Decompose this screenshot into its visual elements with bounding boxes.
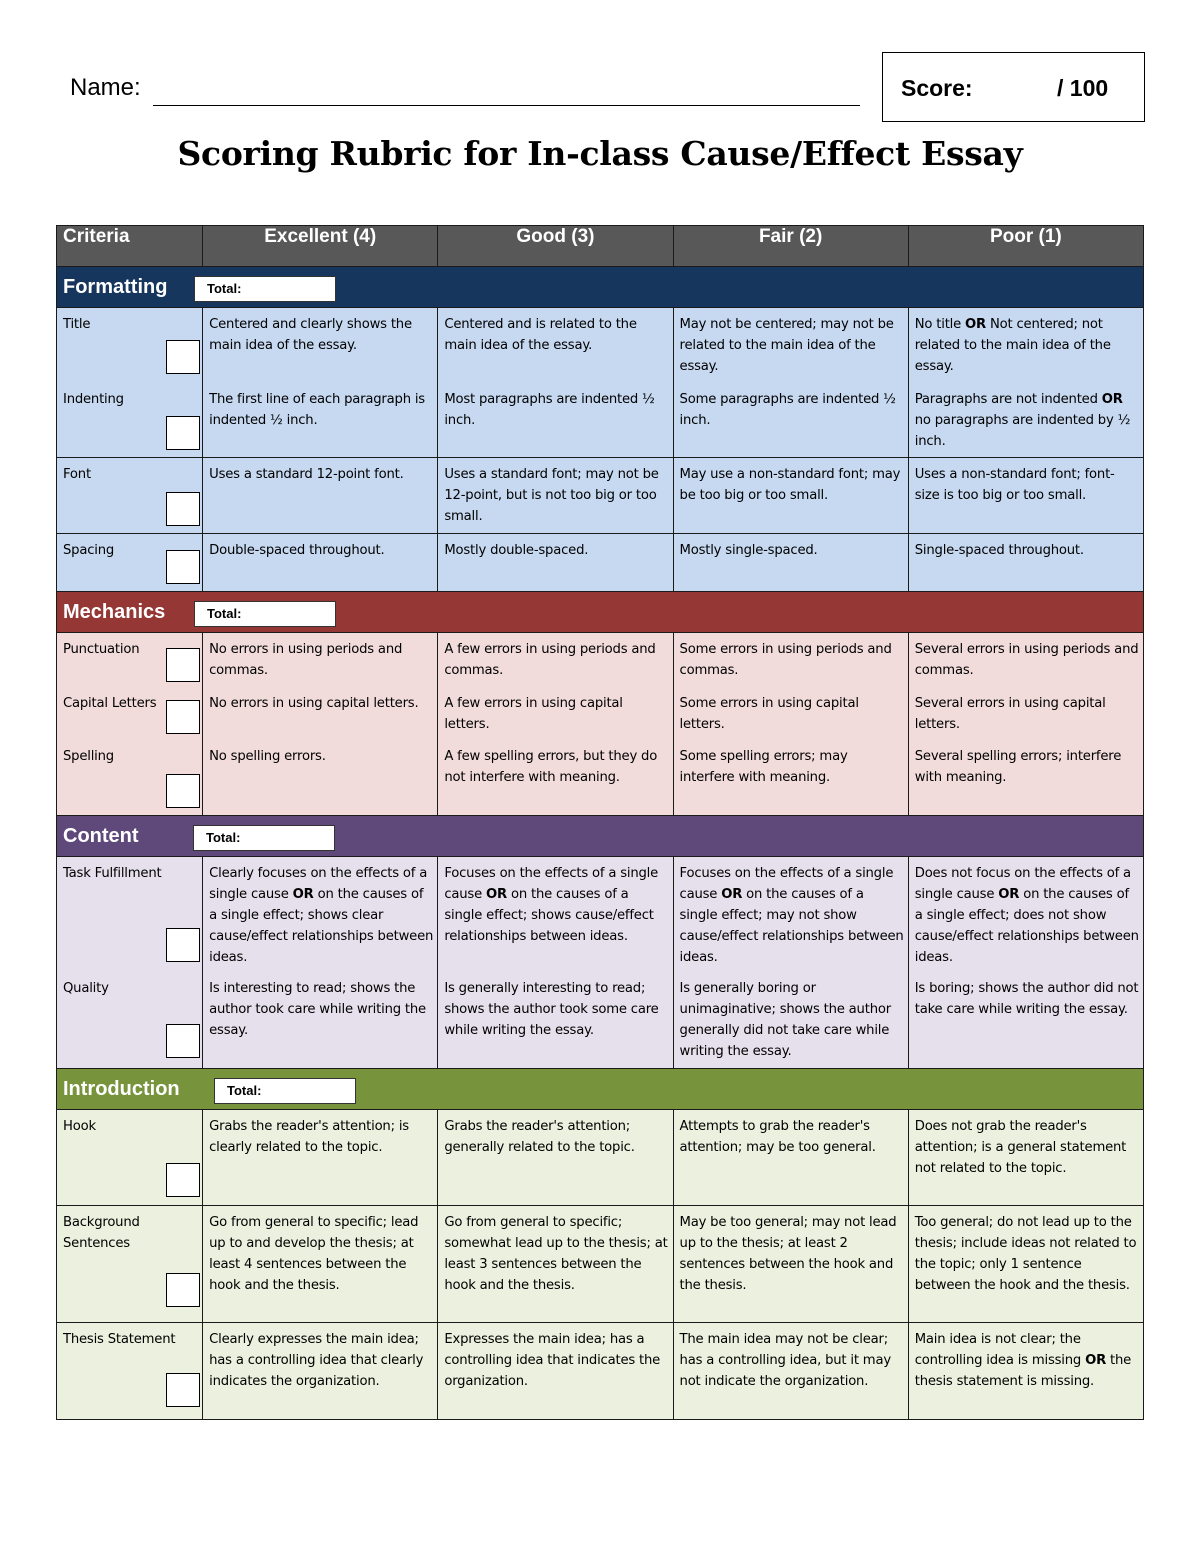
descriptor-cell-fair — [673, 633, 908, 816]
score-checkbox[interactable] — [166, 340, 200, 374]
descriptor-text: No title OR Not centered; not related to the main idea of the essay. — [914, 317, 1111, 374]
section-total-field-mechanics[interactable]: Total: — [194, 601, 336, 627]
score-checkbox[interactable] — [166, 1373, 200, 1407]
descriptor-cell-good — [438, 1110, 673, 1206]
descriptor-text: Centered and clearly shows the main idea of the essay. — [209, 317, 412, 353]
section-total-field-formatting[interactable]: Total: — [194, 276, 336, 302]
score-checkbox[interactable] — [166, 1163, 200, 1197]
descriptor-text: Several spelling errors; interfere with meaning. — [914, 749, 1122, 785]
criteria-cell — [57, 1323, 203, 1420]
criteria-cell — [57, 534, 203, 592]
descriptor-cell-fair — [673, 308, 908, 458]
descriptor-cell-good — [438, 534, 673, 592]
criteria-label: Spacing — [63, 543, 115, 558]
descriptor-cell-good — [438, 308, 673, 458]
descriptor-text: Clearly focuses on the effects of a single cause OR on the causes of a single effect; shows clear cause/effect relationships between ideas. — [209, 866, 434, 965]
column-header-poor: Poor (1) — [908, 226, 1143, 267]
section-total-field-content[interactable]: Total: — [193, 825, 335, 851]
table-row — [57, 1110, 1144, 1206]
descriptor-text: Uses a standard 12-point font. — [209, 467, 404, 482]
descriptor-text: Is generally interesting to read; shows the author took some care while writing the essay. — [444, 981, 659, 1038]
descriptor-cell-poor — [908, 1206, 1143, 1323]
descriptor-text: Attempts to grab the reader's attention; may be too general. — [679, 1119, 876, 1155]
criteria-cell — [57, 1110, 203, 1206]
descriptor-cell-good — [438, 633, 673, 816]
score-checkbox[interactable] — [166, 648, 200, 682]
table-row — [57, 1206, 1144, 1323]
descriptor-cell-poor — [908, 1323, 1143, 1420]
section-header-formatting — [57, 267, 1144, 308]
descriptor-text: Single-spaced throughout. — [914, 543, 1084, 558]
descriptor-cell-fair — [673, 1206, 908, 1323]
descriptor-text: No errors in using periods and commas. — [209, 642, 403, 678]
descriptor-text: Does not focus on the effects of a single cause OR on the causes of a single effect; does not show cause/effect relationships between ideas. — [914, 866, 1139, 965]
descriptor-text: Is boring; shows the author did not take care while writing the essay. — [914, 981, 1139, 1017]
descriptor-text: A few errors in using periods and commas. — [444, 642, 656, 678]
descriptor-text: Most paragraphs are indented ½ inch. — [444, 392, 655, 428]
descriptor-cell-good — [438, 1323, 673, 1420]
descriptor-cell-poor — [908, 458, 1143, 534]
descriptor-cell-poor — [908, 633, 1143, 816]
descriptor-text: Some spelling errors; may interfere with meaning. — [679, 749, 848, 785]
score-checkbox[interactable] — [166, 928, 200, 962]
descriptor-text: May use a non-standard font; may be too big or too small. — [679, 467, 901, 503]
criteria-cell — [57, 1206, 203, 1323]
section-header-cell — [57, 267, 1144, 308]
descriptor-cell-fair — [673, 857, 908, 1069]
descriptor-text: Too general; do not lead up to the thesis; include ideas not related to the topic; only 1 sentence between the hook and the thesis. — [914, 1215, 1137, 1293]
criteria-label: Thesis Statement — [63, 1332, 176, 1347]
section-total-field-introduction[interactable]: Total: — [214, 1078, 356, 1104]
score-checkbox[interactable] — [166, 416, 200, 450]
descriptor-text: Some paragraphs are indented ½ inch. — [679, 392, 896, 428]
score-label: Score: — [901, 75, 973, 101]
score-checkbox[interactable] — [166, 774, 200, 808]
descriptor-cell-excellent — [203, 458, 438, 534]
descriptor-cell-excellent — [203, 1323, 438, 1420]
section-title-mechanics: Mechanics — [63, 600, 166, 623]
descriptor-cell-good — [438, 1206, 673, 1323]
descriptor-cell-excellent — [203, 1110, 438, 1206]
descriptor-text: Centered and is related to the main idea of the essay. — [444, 317, 637, 353]
section-header-introduction — [57, 1069, 1144, 1110]
criteria-label: Task Fulfillment — [63, 866, 162, 881]
criteria-cell — [57, 857, 203, 1069]
criteria-cell — [57, 458, 203, 534]
descriptor-text: Is interesting to read; shows the author took care while writing the essay. — [209, 981, 426, 1038]
descriptor-cell-fair — [673, 458, 908, 534]
descriptor-text: Double-spaced throughout. — [209, 543, 385, 558]
descriptor-cell-excellent — [203, 857, 438, 1069]
descriptor-text: Does not grab the reader's attention; is a general statement not related to the topic. — [914, 1119, 1127, 1176]
table-row — [57, 633, 1144, 816]
criteria-cell — [57, 633, 203, 816]
column-header-criteria: Criteria — [57, 226, 203, 267]
descriptor-cell-excellent — [203, 1206, 438, 1323]
descriptor-cell-fair — [673, 1110, 908, 1206]
criteria-label: Font — [63, 467, 91, 482]
score-checkbox[interactable] — [166, 550, 200, 584]
criteria-cell — [57, 308, 203, 458]
table-header-row — [57, 226, 1144, 267]
name-line[interactable] — [153, 105, 860, 106]
descriptor-text: Main idea is not clear; the controlling idea is missing OR the thesis statement is missing. — [914, 1332, 1132, 1389]
descriptor-cell-fair — [673, 1323, 908, 1420]
descriptor-cell-poor — [908, 857, 1143, 1069]
descriptor-cell-fair — [673, 534, 908, 592]
criteria-label: Punctuation — [63, 642, 140, 657]
descriptor-text: Grabs the reader's attention; is clearly related to the topic. — [209, 1119, 409, 1155]
descriptor-cell-poor — [908, 1110, 1143, 1206]
section-header-cell — [57, 592, 1144, 633]
rubric-table — [56, 225, 1144, 1420]
column-header-fair: Fair (2) — [673, 226, 908, 267]
descriptor-text: Uses a standard font; may not be 12-point, but is not too big or too small. — [444, 467, 659, 524]
descriptor-text: Focuses on the effects of a single cause OR on the causes of a single effect; may not show cause/effect relationships between ideas. — [679, 866, 904, 965]
column-header-good: Good (3) — [438, 226, 673, 267]
descriptor-text: The first line of each paragraph is indented ½ inch. — [209, 392, 425, 428]
score-checkbox[interactable] — [166, 1273, 200, 1307]
name-label: Name: — [70, 74, 141, 101]
section-header-mechanics — [57, 592, 1144, 633]
descriptor-text: A few spelling errors, but they do not interfere with meaning. — [444, 749, 658, 785]
descriptor-cell-excellent — [203, 308, 438, 458]
descriptor-cell-good — [438, 458, 673, 534]
criteria-label: Background Sentences — [63, 1215, 140, 1251]
criteria-label: Hook — [63, 1119, 96, 1134]
criteria-label: Capital Letters — [63, 696, 157, 711]
table-row — [57, 308, 1144, 458]
page-title: Scoring Rubric for In-class Cause/Effect Essay — [177, 134, 1023, 173]
descriptor-cell-excellent — [203, 633, 438, 816]
score-checkbox[interactable] — [166, 1024, 200, 1058]
descriptor-text: Focuses on the effects of a single cause OR on the causes of a single effect; shows cause/effect relationships between ideas. — [444, 866, 659, 944]
descriptor-text: Some errors in using capital letters. — [679, 696, 859, 732]
criteria-label: Title — [63, 317, 91, 332]
descriptor-cell-good — [438, 857, 673, 1069]
descriptor-text: May be too general; may not lead up to the thesis; at least 2 sentences between the hook and the thesis. — [679, 1215, 897, 1293]
descriptor-text: Some errors in using periods and commas. — [679, 642, 892, 678]
section-header-cell — [57, 1069, 1144, 1110]
criteria-label: Spelling — [63, 749, 114, 764]
descriptor-text: Grabs the reader's attention; generally related to the topic. — [444, 1119, 635, 1155]
descriptor-text: Several errors in using periods and commas. — [914, 642, 1139, 678]
section-title-introduction: Introduction — [63, 1077, 180, 1100]
descriptor-text: Go from general to specific; somewhat lead up to the thesis; at least 3 sentences between the hook and the thesis. — [444, 1215, 668, 1293]
descriptor-text: Mostly double-spaced. — [444, 543, 589, 558]
descriptor-text: Mostly single-spaced. — [679, 543, 818, 558]
table-row — [57, 534, 1144, 592]
descriptor-text: Several errors in using capital letters. — [914, 696, 1106, 732]
section-title-content: Content — [63, 824, 139, 847]
descriptor-cell-excellent — [203, 534, 438, 592]
descriptor-cell-poor — [908, 534, 1143, 592]
section-header-content — [57, 816, 1144, 857]
descriptor-text: Is generally boring or unimaginative; shows the author generally did not take care while writing the essay. — [679, 981, 891, 1059]
section-title-formatting: Formatting — [63, 275, 168, 298]
descriptor-text: No spelling errors. — [209, 749, 326, 764]
section-header-cell — [57, 816, 1144, 857]
table-row — [57, 857, 1144, 1069]
score-checkbox[interactable] — [166, 492, 200, 526]
descriptor-text: No errors in using capital letters. — [209, 696, 419, 711]
criteria-label: Indenting — [63, 392, 124, 407]
table-row — [57, 458, 1144, 534]
criteria-label: Quality — [63, 981, 109, 996]
descriptor-text: May not be centered; may not be related to the main idea of the essay. — [679, 317, 894, 374]
column-header-excellent: Excellent (4) — [203, 226, 438, 267]
descriptor-text: Uses a non-standard font; font-size is too big or too small. — [914, 467, 1115, 503]
score-box[interactable] — [882, 52, 1145, 122]
descriptor-text: A few errors in using capital letters. — [444, 696, 623, 732]
score-checkbox[interactable] — [166, 700, 200, 734]
descriptor-text: The main idea may not be clear; has a controlling idea, but it may not indicate the organization. — [679, 1332, 891, 1389]
descriptor-text: Expresses the main idea; has a controlling idea that indicates the organization. — [444, 1332, 661, 1389]
descriptor-text: Clearly expresses the main idea; has a controlling idea that clearly indicates the organization. — [209, 1332, 424, 1389]
descriptor-cell-poor — [908, 308, 1143, 458]
descriptor-text: Go from general to specific; lead up to and develop the thesis; at least 4 sentences between the hook and the thesis. — [209, 1215, 419, 1293]
table-row — [57, 1323, 1144, 1420]
score-max: / 100 — [1057, 75, 1109, 101]
descriptor-text: Paragraphs are not indented OR no paragraphs are indented by ½ inch. — [914, 392, 1131, 449]
